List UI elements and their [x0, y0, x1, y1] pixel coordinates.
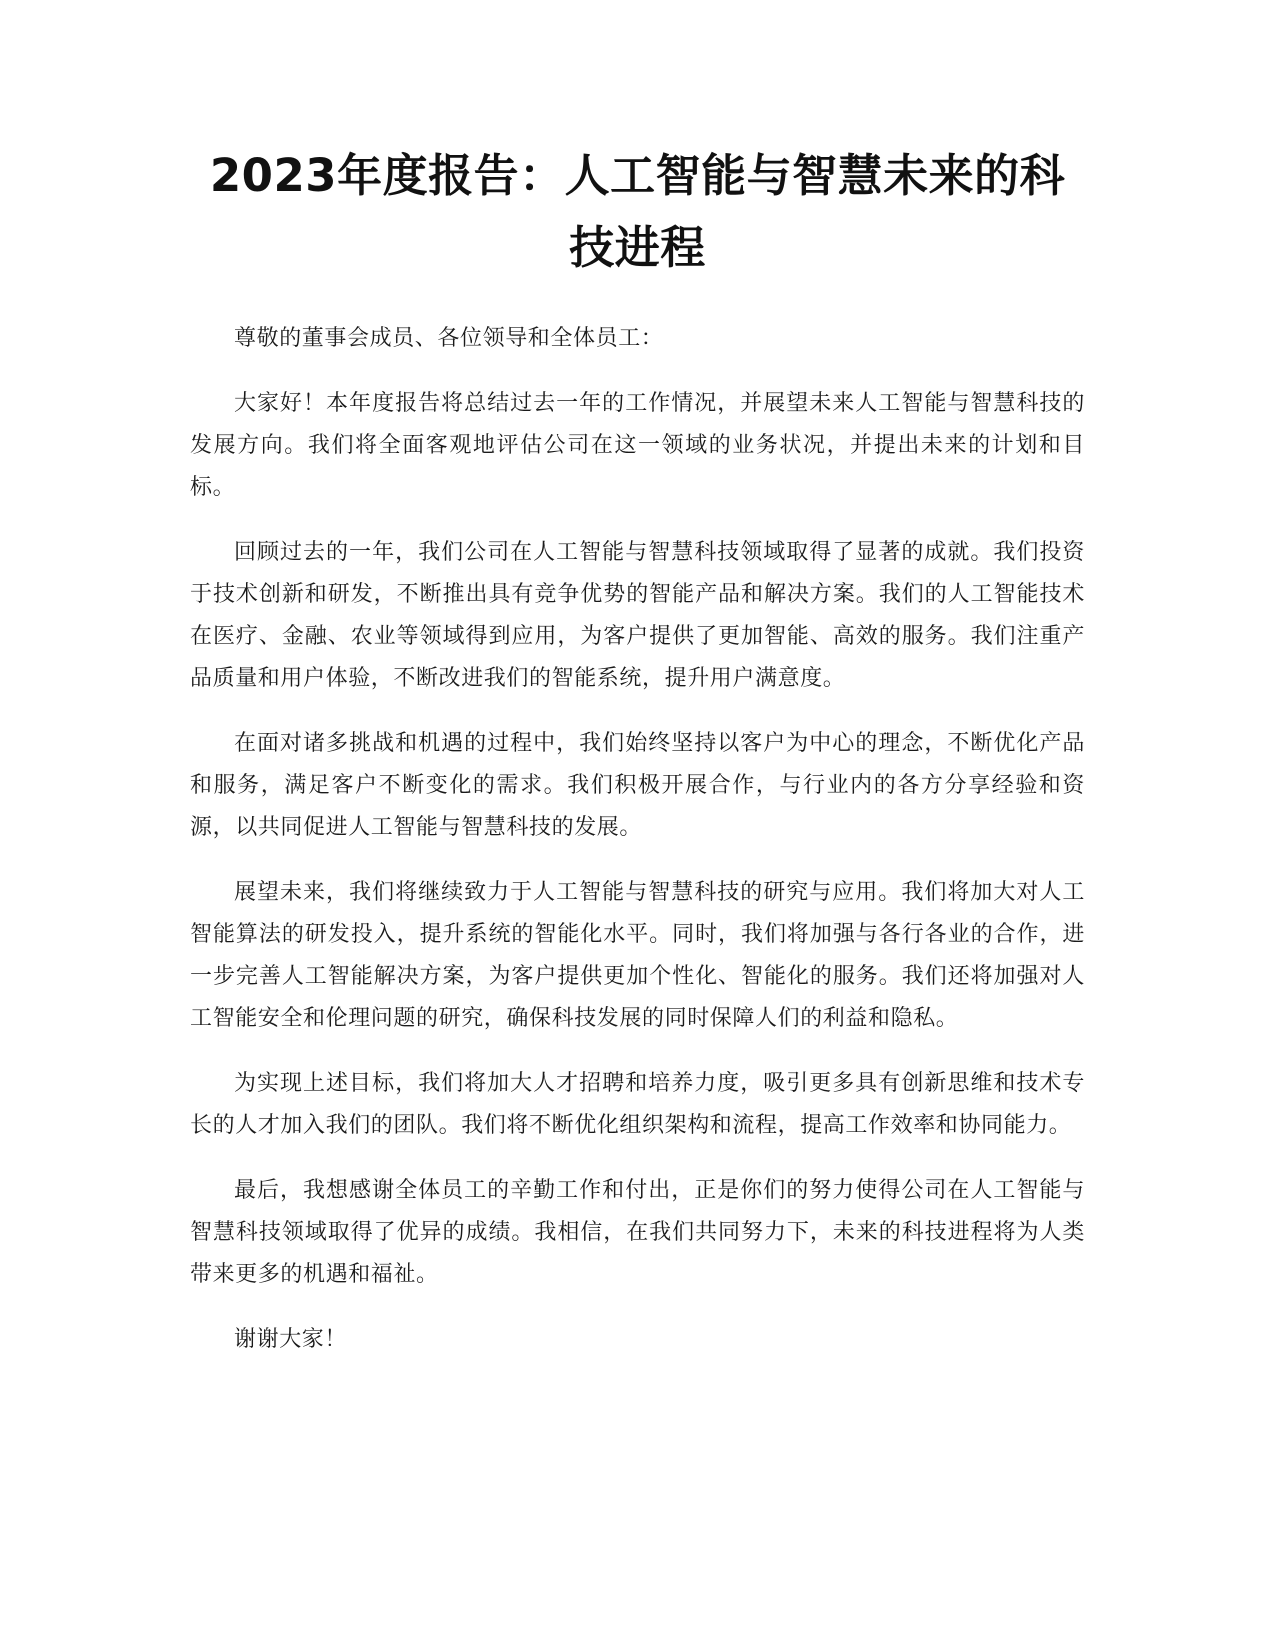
- paragraph-talent: 为实现上述目标，我们将加大人才招聘和培养力度，吸引更多具有创新思维和技术专长的人才加入我们的团队。我们将不断优化组织架构和流程，提高工作效率和协同能力。: [190, 1071, 1085, 1138]
- paragraph-challenges: 在面对诸多挑战和机遇的过程中，我们始终坚持以客户为中心的理念，不断优化产品和服务，满足客户不断变化的需求。我们积极开展合作，与行业内的各方分享经验和资源，以共同促进人工智能与智慧科技的发展。: [190, 731, 1085, 840]
- paragraph-closing: 谢谢大家！: [234, 1327, 348, 1352]
- paragraph-review: 回顾过去的一年，我们公司在人工智能与智慧科技领域取得了显著的成就。我们投资于技术创新和研发，不断推出具有竞争优势的智能产品和解决方案。我们的人工智能技术在医疗、金融、农业等领域得到应用，为客户提供了更加智能、高效的服务。我们注重产品质量和用户体验，不断改进我们的智能系统，提升用户满意度。: [190, 540, 1085, 691]
- paragraph-intro: 大家好！本年度报告将总结过去一年的工作情况，并展望未来人工智能与智慧科技的发展方向。我们将全面客观地评估公司在这一领域的业务状况，并提出未来的计划和目标。: [190, 391, 1085, 500]
- paragraph-salutation: 尊敬的董事会成员、各位领导和全体员工：: [234, 326, 664, 351]
- paragraph-thanks: 最后，我想感谢全体员工的辛勤工作和付出，正是你们的努力使得公司在人工智能与智慧科技领域取得了优异的成绩。我相信，在我们共同努力下，未来的科技进程将为人类带来更多的机遇和福祉。: [190, 1178, 1085, 1287]
- document-title: 2023年度报告：人工智能与智慧未来的科技进程: [209, 149, 1066, 274]
- paragraph-outlook: 展望未来，我们将继续致力于人工智能与智慧科技的研究与应用。我们将加大对人工智能算法的研发投入，提升系统的智能化水平。同时，我们将加强与各行各业的合作，进一步完善人工智能解决方案，为客户提供更加个性化、智能化的服务。我们还将加强对人工智能安全和伦理问题的研究，确保科技发展的同时保障人们的利益和隐私。: [190, 880, 1085, 1031]
- document-body: [190, 318, 1085, 1361]
